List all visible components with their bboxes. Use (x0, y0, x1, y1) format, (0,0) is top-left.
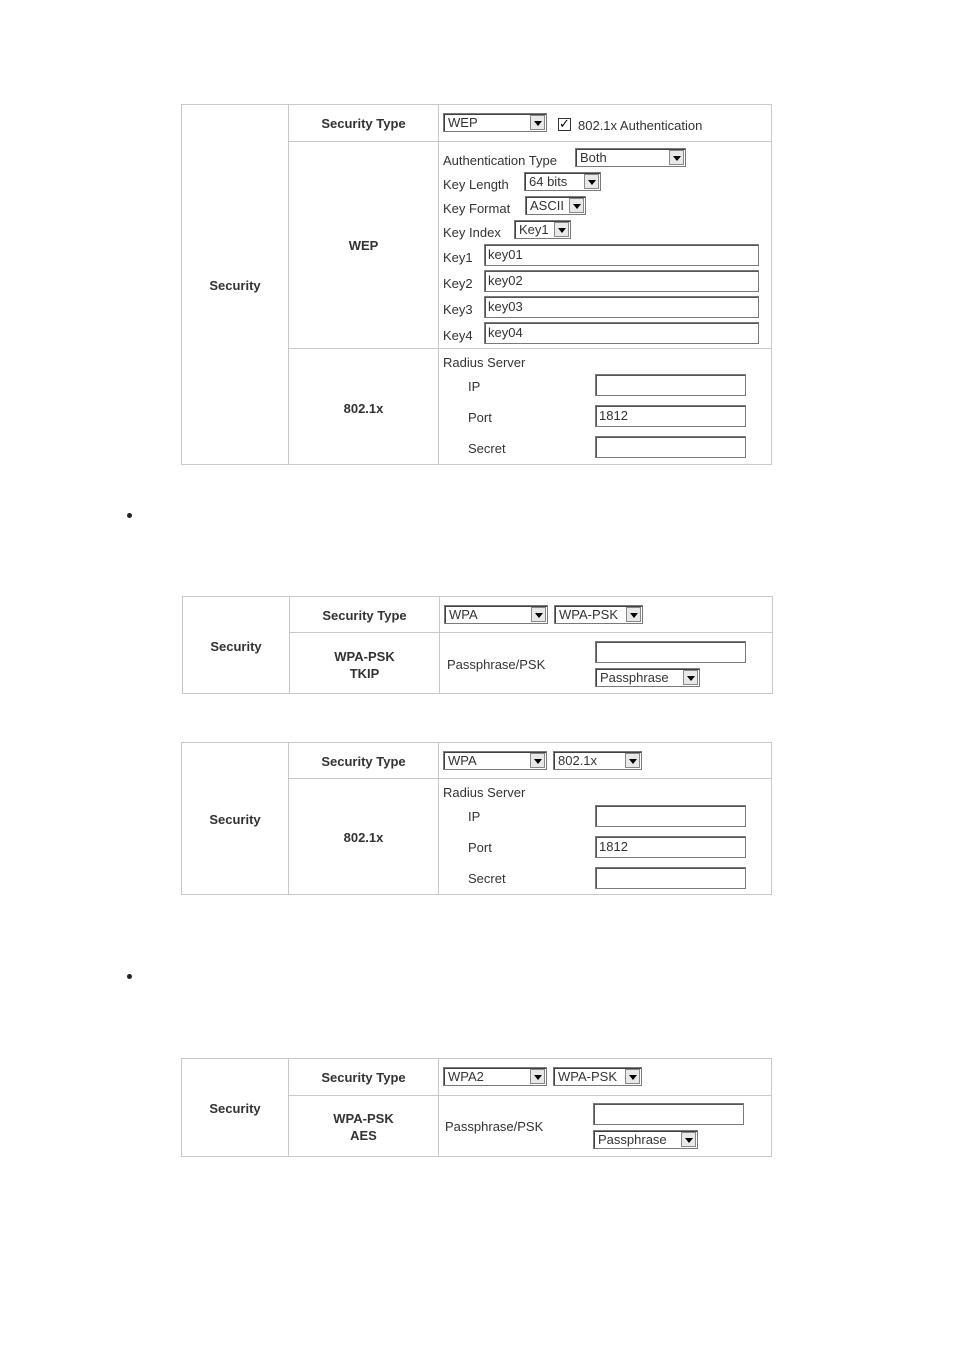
chevron-down-icon[interactable] (531, 607, 546, 622)
passphrase-type-select[interactable]: Passphrase (595, 668, 700, 687)
security-type-label: Security Type (321, 754, 406, 769)
radius-secret-input[interactable] (595, 436, 746, 458)
chevron-down-icon[interactable] (584, 174, 599, 189)
key-format-label: Key Format (443, 201, 511, 216)
passphrase-label: Passphrase/PSK (445, 1119, 544, 1134)
chevron-down-icon[interactable] (530, 753, 545, 768)
wpa-mode-select[interactable]: 802.1x (553, 751, 642, 770)
key-index-select[interactable]: Key1 (514, 220, 571, 239)
key2-input[interactable]: key02 (484, 270, 759, 292)
wpa-mode-select[interactable]: WPA-PSK (553, 1067, 642, 1086)
column-divider (438, 743, 439, 894)
passphrase-input[interactable] (593, 1103, 744, 1125)
mode-label-line1: WPA-PSK (333, 1111, 394, 1126)
column-divider (439, 597, 440, 693)
row-divider (289, 778, 771, 779)
wpa-8021x-panel (181, 742, 772, 895)
security-type-select[interactable]: WPA2 (443, 1067, 547, 1086)
chevron-down-icon[interactable] (554, 222, 569, 237)
key1-label: Key1 (443, 250, 473, 265)
ip-label: IP (468, 809, 481, 824)
key-format-select[interactable]: ASCII (525, 196, 586, 215)
row-divider (289, 141, 771, 142)
chevron-down-icon[interactable] (625, 753, 640, 768)
row-divider (289, 348, 771, 349)
secret-label: Secret (468, 441, 506, 456)
key-length-select[interactable]: 64 bits (524, 172, 601, 191)
secret-label: Secret (468, 871, 506, 886)
port-label: Port (468, 840, 492, 855)
key4-input[interactable]: key04 (484, 322, 759, 344)
wpa-psk-tkip-panel (182, 596, 773, 694)
column-divider (438, 1059, 439, 1156)
security-label: Security (210, 639, 262, 654)
chevron-down-icon[interactable] (569, 198, 584, 213)
chevron-down-icon[interactable] (626, 607, 641, 622)
radius-server-label: Radius Server (443, 355, 526, 370)
chevron-down-icon[interactable] (683, 670, 698, 685)
radius-ip-input[interactable] (595, 805, 746, 827)
security-type-label: Security Type (322, 608, 407, 623)
security-label: Security (209, 1101, 261, 1116)
security-label: Security (209, 812, 261, 827)
key3-label: Key3 (443, 302, 473, 317)
ip-label: IP (468, 379, 481, 394)
mode-label-line2: TKIP (349, 666, 380, 681)
radius-server-label: Radius Server (443, 785, 526, 800)
security-type-select[interactable]: WPA (444, 605, 548, 624)
key-length-label: Key Length (443, 177, 509, 192)
auth-type-select[interactable]: Both (575, 148, 686, 167)
security-label: Security (209, 278, 261, 293)
key4-label: Key4 (443, 328, 473, 343)
radius-port-input[interactable]: 1812 (595, 405, 746, 427)
key1-input[interactable]: key01 (484, 244, 759, 266)
security-type-select[interactable]: WEP (443, 113, 547, 132)
wpa-mode-select[interactable]: WPA-PSK (554, 605, 643, 624)
key-index-label: Key Index (443, 225, 501, 240)
chevron-down-icon[interactable] (625, 1069, 640, 1084)
auth-type-label: Authentication Type (443, 153, 557, 168)
mode-label-line1: WPA-PSK (334, 649, 395, 664)
bullet-point (127, 513, 132, 518)
passphrase-type-select[interactable]: Passphrase (593, 1130, 698, 1149)
wep-security-panel (181, 104, 772, 465)
wpa2-psk-aes-panel (181, 1058, 772, 1157)
passphrase-input[interactable] (595, 641, 746, 663)
key3-input[interactable]: key03 (484, 296, 759, 318)
chevron-down-icon[interactable] (530, 1069, 545, 1084)
radius-port-input[interactable]: 1812 (595, 836, 746, 858)
dot1x-label: 802.1x (343, 401, 384, 416)
security-type-label: Security Type (321, 1070, 406, 1085)
port-label: Port (468, 410, 492, 425)
auth-8021x-checkbox[interactable] (558, 118, 571, 131)
wep-label: WEP (348, 238, 379, 253)
row-divider (290, 632, 772, 633)
bullet-point (127, 974, 132, 979)
security-type-label: Security Type (321, 116, 406, 131)
mode-label-line2: AES (350, 1128, 377, 1143)
chevron-down-icon[interactable] (530, 115, 545, 130)
dot1x-label: 802.1x (343, 830, 384, 845)
chevron-down-icon[interactable] (681, 1132, 696, 1147)
column-divider (438, 105, 439, 464)
radius-secret-input[interactable] (595, 867, 746, 889)
auth-8021x-label: 802.1x Authentication (578, 118, 703, 133)
key2-label: Key2 (443, 276, 473, 291)
chevron-down-icon[interactable] (669, 150, 684, 165)
passphrase-label: Passphrase/PSK (447, 657, 546, 672)
security-type-select[interactable]: WPA (443, 751, 547, 770)
radius-ip-input[interactable] (595, 374, 746, 396)
row-divider (289, 1095, 771, 1096)
